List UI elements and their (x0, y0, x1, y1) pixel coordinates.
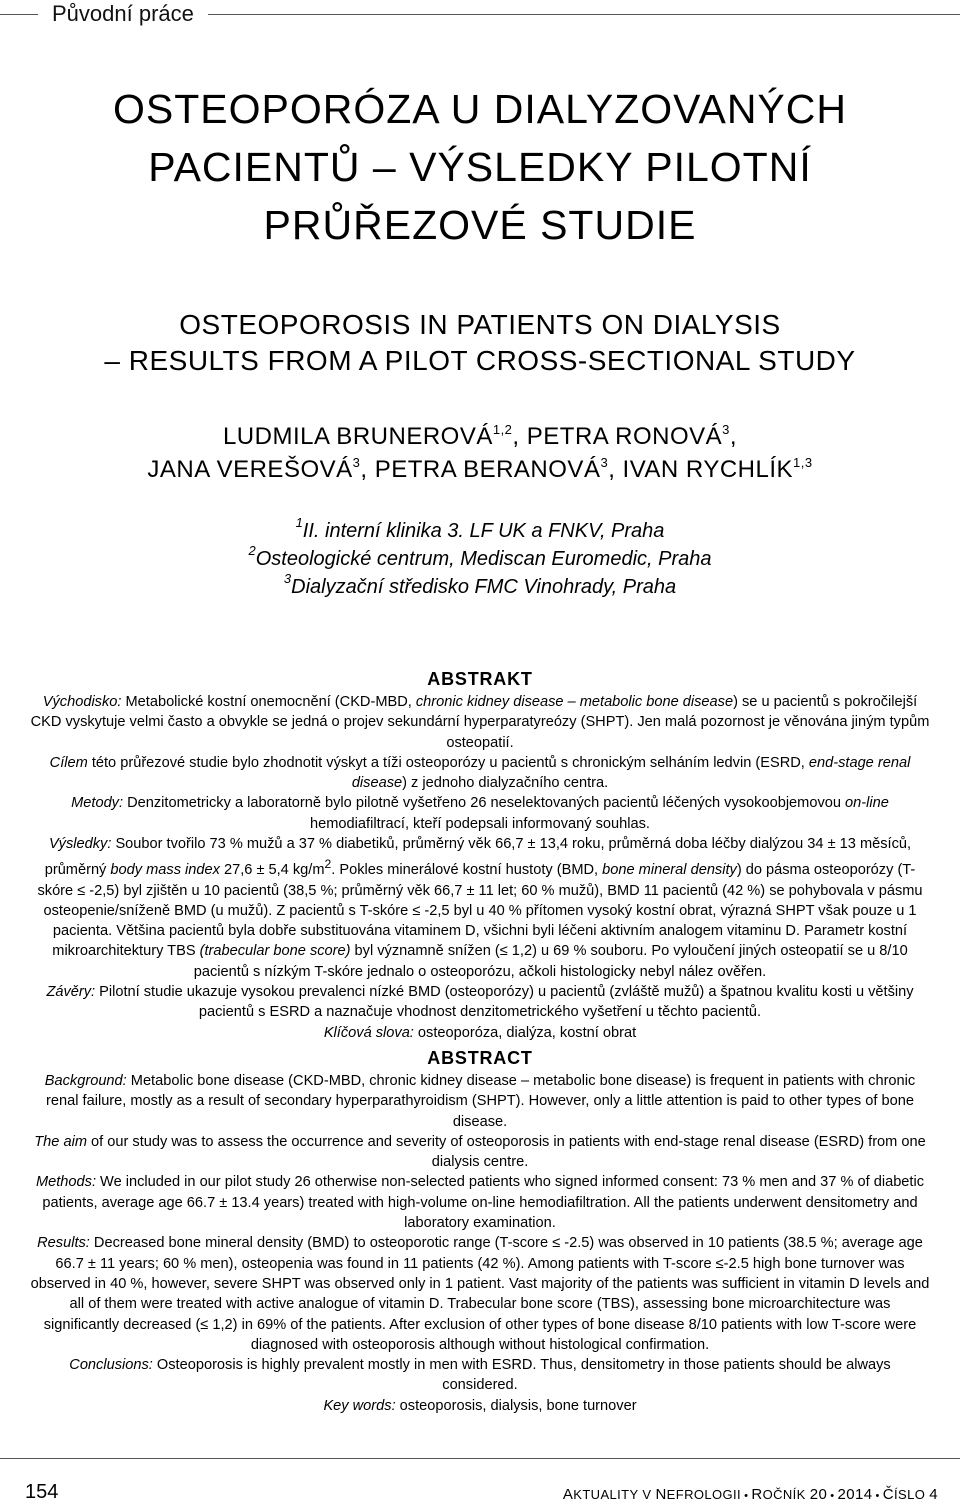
abstract-conclusion-paragraph (30, 982, 930, 1023)
superscript: 2 (324, 857, 332, 872)
title-czech-line: PACIENTŮ – VÝSLEDKY PILOTNÍ (148, 144, 812, 190)
author-affiliation-mark: 1,2 (492, 422, 513, 437)
author-name: LUDMILA BRUNEROVÁ (222, 423, 493, 450)
abstract-english (30, 1047, 930, 1416)
paragraph-lead: Key words: (323, 1397, 396, 1414)
author-separator: , (608, 456, 623, 483)
title-czech-line: PRŮŘEZOVÉ STUDIE (263, 202, 697, 248)
paragraph-text: Pilotní studie ukazuje vysokou prevalenci nízké BMD (osteoporózy) u pacientů (zvláště mužů) a špatnou kvalitu kosti u většiny pacientů s ESRD a naznačuje vhodnost denzitometrického vyšetření u těchto pacientů. (95, 984, 914, 1021)
publication-year: 2014 (837, 1486, 873, 1503)
paragraph-text: of our study was to assess the occurrence and severity of osteoporosis in patients with end-stage renal disease (ESRD) from one dialysis centre. (86, 1133, 926, 1171)
paragraph-italic-term: end-stage renal disease (351, 754, 911, 792)
affiliation (50, 545, 910, 573)
author-name: IVAN RYCHLÍK (622, 456, 794, 483)
paragraph-lead: The aim (34, 1133, 87, 1150)
journal-text: ÍSLO (894, 1487, 930, 1502)
paragraph-text: Soubor tvořilo 73 % mužů a 37 % diabetiků, průměrný věk 66,7 ± 13,4 roku, průměrná doba léčby dialýzou 34 ± 13 měsíců, průměrný (44, 836, 912, 879)
paragraph-italic-term: bone mineral density (602, 862, 737, 879)
paragraph-lead: Výsledky: (48, 836, 112, 853)
author-affiliation-mark: 3 (600, 455, 609, 470)
paragraph-lead: Závěry: (46, 984, 96, 1001)
author-affiliation-mark: 1,3 (793, 455, 813, 470)
abstract-results-paragraph (30, 1233, 930, 1355)
affiliation (50, 573, 910, 601)
journal-citation (563, 1486, 938, 1505)
author-affiliation-mark: 3 (352, 455, 361, 470)
affiliation-number: 1 (295, 515, 303, 530)
paragraph-text: Metabolické kostní onemocnění (CKD-MBD, (121, 694, 416, 710)
paragraph-lead: Methods: (35, 1174, 96, 1191)
paragraph-text: Osteoporosis is highly prevalent mostly in men with ESRD. Thus, densitometry in those patients should be always considered. (152, 1357, 891, 1394)
title-english-line: – RESULTS FROM A PILOT CROSS-SECTIONAL STUDY (104, 345, 856, 376)
paragraph-italic-term: (trabecular bone score) (199, 943, 351, 960)
abstract-keywords (30, 1023, 930, 1043)
author-separator: , (512, 423, 527, 450)
abstract-czech (30, 668, 930, 1043)
journal-initial: R (751, 1486, 763, 1503)
abstract-results-paragraph (30, 834, 930, 982)
paragraph-text: 27,6 ± 5,4 kg/m (219, 862, 325, 879)
journal-text: OČNÍK (762, 1487, 810, 1502)
paragraph-text: Denzitometricky a laboratorně bylo pilotně vyšetřeno 26 neselektovaných pacientů léčených vysokoobjemovou (123, 795, 846, 812)
journal-text: KTUALITY V (573, 1487, 656, 1502)
author-separator: , (360, 456, 375, 483)
affiliation-text: Dialyzační středisko FMC Vinohrady, Praha (291, 576, 677, 598)
paragraph-italic-term: chronic kidney disease – metabolic bone disease (415, 694, 734, 710)
abstract-english-heading: ABSTRACT (427, 1048, 533, 1068)
title-english-line: OSTEOPOROSIS IN PATIENTS ON DIALYSIS (179, 309, 781, 340)
affiliation-number: 2 (248, 543, 256, 558)
paragraph-text: osteoporosis, dialysis, bone turnover (395, 1397, 637, 1414)
issue-number: 4 (929, 1486, 938, 1503)
paragraph-text: hemodiafiltrací, kteří podepsali informovaný souhlas. (310, 815, 650, 832)
paragraph-lead: Metody: (71, 795, 124, 812)
author-affiliation-mark: 3 (722, 422, 730, 437)
paragraph-lead: Východisko: (42, 694, 122, 710)
paragraph-text: ) se u pacientů s pokročilejší CKD vyskytuje velmi často a obvykle se jedná o projev sekundární hyperparatyreózy (SHPT). Jen malá pozornost je věnována jiným typům osteopatií. (30, 694, 930, 751)
paragraph-text: osteoporóza, dialýza, kostní obrat (413, 1024, 637, 1041)
journal-text: EFROLOGII (666, 1487, 742, 1502)
paragraph-lead: Conclusions: (69, 1357, 153, 1374)
abstract-czech-heading: ABSTRAKT (427, 669, 533, 689)
paragraph-lead: Klíčová slova: (323, 1024, 414, 1041)
author-list (50, 420, 910, 486)
journal-initial: Č (882, 1486, 894, 1503)
author-name: PETRA BERANOVÁ (374, 456, 601, 483)
paragraph-text: ) z jednoho dialyzačního centra. (402, 775, 609, 792)
author-name: JANA VEREŠOVÁ (147, 456, 353, 483)
section-label: Původní práce (38, 0, 208, 28)
abstract-background-paragraph (30, 692, 930, 753)
affiliation-text: II. interní klinika 3. LF UK a FNKV, Praha (302, 520, 665, 542)
bullet-separator: • (830, 1490, 835, 1502)
abstract-aim-paragraph (30, 1132, 930, 1173)
abstract-methods-paragraph (30, 793, 930, 834)
abstract-conclusion-paragraph (30, 1355, 930, 1396)
author-line (50, 420, 910, 453)
affiliation (50, 517, 910, 545)
paragraph-text: Metabolic bone disease (CKD-MBD, chronic kidney disease – metabolic bone disease) is frequent in patients with chronic renal failure, mostly as a result of secondary hyperparathyroidism (SHPT). However, only a little attention is paid to other types of bone disease. (46, 1073, 916, 1130)
title-english (50, 307, 910, 379)
abstract-methods-paragraph (30, 1172, 930, 1233)
page-number: 154 (25, 1481, 59, 1503)
title-czech-line: OSTEOPORÓZA U DIALYZOVANÝCH (113, 86, 847, 132)
paragraph-italic-term: on-line (845, 795, 889, 812)
paragraph-text: . Pokles minerálové kostní hustoty (BMD, (331, 862, 603, 879)
abstract-keywords (30, 1396, 930, 1416)
paragraph-text: Decreased bone mineral density (BMD) to osteoporotic range (T-score ≤ -2.5) was observed in 10 patients (38.5 %; average age 66.7 ± 11 years; 60 % men), osteopenia was found in 11 patients (42 %). Among patients with T-score ≤-2.5 high bone turnover was observed in 40 %, however, severe SHPT was observed only in 1 patient. Vast majority of the patients was sufficient in vitamin D levels and all of them were treated with active analogue of vitamin D. Trabecular bone score (TBS), assessing bone microarchitecture was significantly decreased (≤ 1,2) in 69% of the patients. After exclusion of other types of bone disease 8/10 patients with low T-score were diagnosed with osteoporosis although without histological confirmation. (30, 1235, 930, 1353)
journal-initial: A (562, 1486, 574, 1503)
journal-initial: N (655, 1486, 667, 1503)
bullet-separator: • (875, 1490, 880, 1502)
paragraph-lead: Cílem (49, 754, 88, 771)
paragraph-lead: Background: (44, 1073, 127, 1089)
volume-number: 20 (809, 1486, 828, 1503)
author-name: PETRA RONOVÁ (526, 423, 723, 450)
paragraph-text: této průřezové studie bylo zhodnotit výskyt a tíži osteoporózy u pacientů s chronickým selháním ledvin (ESRD, (87, 754, 809, 771)
paragraph-text: We included in our pilot study 26 otherwise non-selected patients who signed informed consent: 73 % men and 37 % of diabetic patients, average age 66.7 ± 13.4 years) treated with high-volume on-line hemodiafiltration. All the patients underwent densitometry and laboratory examination. (42, 1174, 925, 1232)
footer-rule (0, 1458, 960, 1459)
affiliation-text: Osteologické centrum, Mediscan Euromedic, Praha (255, 548, 712, 570)
author-line (50, 453, 910, 486)
title-czech (50, 80, 910, 254)
abstract-aim-paragraph (30, 753, 930, 794)
paragraph-text: byl významně snížen (≤ 1,2) u 69 % souboru. Po vyloučení jiných osteopatií se u 8/10 pacientů s nízkým T-skóre jednalo o osteoporózu, ačkoli histologicky nebyl nález ověřen. (193, 943, 908, 980)
affiliation-list (50, 517, 910, 601)
paragraph-text: ) do pásma osteoporózy (T-skóre ≤ -2,5) byl zjištěn u 10 pacientů (38,5 %; průměrný věk 66,7 ± 11 let; 60 % mužů), BMD 11 pacientů (42 %) se pohybovala v pásmu osteopenie/sníženě BMD (u mužů). Z pacientů s T-skóre ≤ -2,5 byl u 40 % přítomen vysoký kostní obrat, výrazná SHPT však pouze u 1 pacienta. Většina pacientů byla dobře substituována vitaminem D, všichni byli léčeni aktivním analogem vitaminu D. Parametr kostní mikroarchitektury TBS (37, 862, 923, 960)
bullet-separator: • (744, 1490, 749, 1502)
author-separator: , (729, 423, 738, 450)
paragraph-italic-term: body mass index (110, 862, 220, 879)
abstract-background-paragraph (30, 1071, 930, 1132)
affiliation-number: 3 (283, 571, 292, 586)
paragraph-lead: Results: (37, 1235, 90, 1252)
